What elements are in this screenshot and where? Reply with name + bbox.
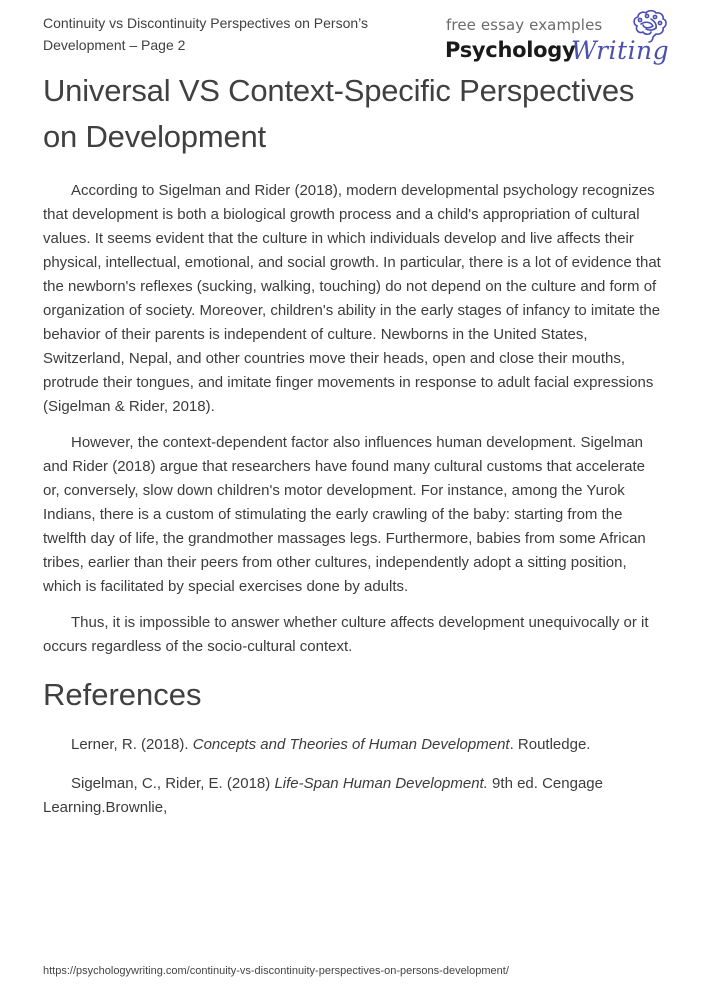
- brand-logo[interactable]: [443, 14, 698, 68]
- brain-icon: [629, 10, 669, 44]
- reference-item: [43, 772, 665, 820]
- reference-authors: Lerner, R. (2018).: [71, 736, 193, 753]
- reference-title: Life-Span Human Development.: [274, 775, 488, 792]
- references-title: References: [43, 677, 202, 712]
- body-paragraphs: [43, 179, 665, 659]
- paragraph: However, the context-dependent factor also influences human development. Sigelman and Rider (2018) argue that researchers have found many cultural customs that accelerate or, conversely, slow down children's motor development. For instance, among the Yurok Indians, there is a custom of stimulating the early crawling of the baby: starting from the twelfth day of life, the grandmother massages legs. Furthermore, babies from some African tribes, earlier than their peers from other cultures, independently adopt a sitting position, which is facilitated by special exercises done by adults.: [43, 434, 646, 595]
- reference-authors: Sigelman, C., Rider, E. (2018): [71, 775, 275, 792]
- brand-name-script: Writing: [571, 36, 670, 65]
- brand-name-bold: Psychology: [445, 38, 576, 62]
- reference-title: Concepts and Theories of Human Development: [192, 736, 510, 753]
- document-title: Continuity vs Discontinuity Perspectives on Person’s Development – Page 2: [43, 15, 369, 53]
- reference-publisher: . Routledge.: [509, 736, 591, 753]
- section-title: Universal VS Context-Specific Perspectives on Development: [43, 73, 635, 154]
- reference-publisher: 9th ed. Cengage Learning.Brownlie,: [43, 775, 603, 816]
- paragraph: According to Sigelman and Rider (2018), modern developmental psychology recognizes that development is both a biological growth process and a child's appropriation of cultural values. It seems evident that the culture in which individuals develop and live affects their physical, intellectual, emotional, and social growth. In particular, there is a lot of evidence that the newborn's reflexes (sucking, walking, touching) do not depend on the culture and form of organization of society. Moreover, children's ability in the early stages of infancy to imitate the behavior of their parents is independent of culture. Newborns in the United States, Switzerland, Nepal, and other countries move their heads, open and close their mouths, protrude their tongues, and imitate finger movements in response to adult facial expressions (Sigelman & Rider, 2018).: [43, 182, 661, 415]
- reference-item: [43, 733, 665, 757]
- paragraph: Thus, it is impossible to answer whether culture affects development unequivocally or it occurs regardless of the socio-cultural context.: [43, 614, 649, 655]
- document-body: [43, 68, 665, 835]
- brand-tagline: free essay examples: [446, 16, 603, 34]
- footer-url-link[interactable]: https://psychologywriting.com/continuity-vs-discontinuity-perspectives-on-persons-development/: [43, 965, 509, 977]
- page-header: [0, 0, 704, 66]
